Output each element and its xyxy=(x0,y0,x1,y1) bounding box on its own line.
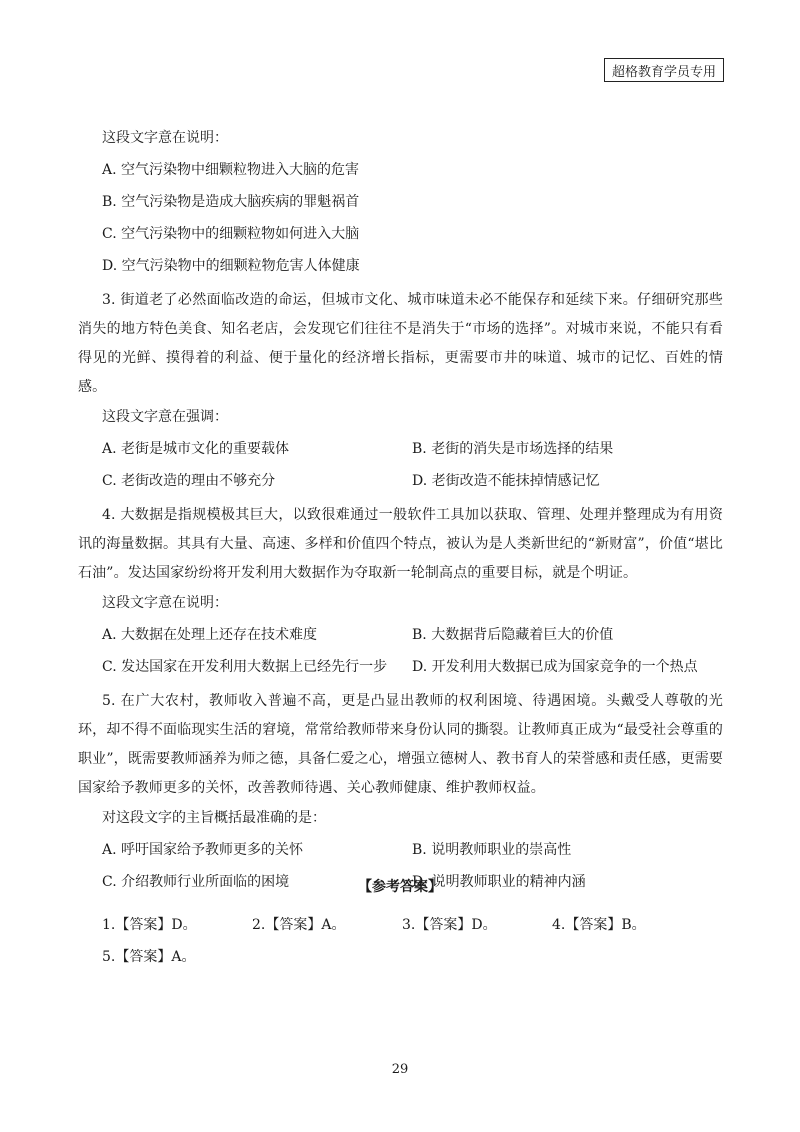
answer-row xyxy=(102,940,702,972)
q4-stem: 这段文字意在说明： xyxy=(102,595,228,611)
answer-row xyxy=(102,908,702,940)
q3-stem: 这段文字意在强调： xyxy=(102,409,228,425)
q4-option-b: B. 大数据背后隐藏着巨大的价值 xyxy=(412,627,614,643)
q5-option-c: C. 介绍教师行业所面临的困境 xyxy=(102,874,290,890)
question-content xyxy=(78,126,723,902)
answer-item-4: 4.【答案】B。 xyxy=(552,917,646,933)
answer-section-title: 【参考答案】 xyxy=(358,879,442,895)
q4-passage: 4. 大数据是指规模极其巨大，以致很难通过一般软件工具加以获取、管理、处理并整理成为有用资讯的海量数据。其具有大量、高速、多样和价值四个特点，被认为是人类新世纪的“新财富”，价值“堪比石油”。发达国家纷纷将开发利用大数据作为夺取新一轮制高点的重要目标，就是个明证。 xyxy=(78,507,723,581)
q5-options xyxy=(78,838,723,862)
q5-option-b: B. 说明教师职业的崇高性 xyxy=(412,842,572,858)
answer-list xyxy=(102,908,702,972)
q3-passage: 3. 街道老了必然面临改造的命运，但城市文化、城市味道未必不能保存和延续下来。仔细研究那些消失的地方特色美食、知名老店，会发现它们往往不是消失于“市场的选择”。对城市来说，不能只有看得见的光鲜、摸得着的利益、便于量化的经济增长指标，更需要市井的味道、城市的记忆、百姓的情感。 xyxy=(78,292,723,395)
answer-item-5: 5.【答案】A。 xyxy=(102,949,196,965)
q4-option-d: D. 开发利用大数据已成为国家竞争的一个热点 xyxy=(412,659,698,675)
q3-options-row2 xyxy=(78,469,723,493)
page-number: 29 xyxy=(391,1062,409,1077)
q2-stem: 这段文字意在说明： xyxy=(102,130,228,146)
q3-options xyxy=(78,437,723,461)
answer-item-1: 1.【答案】D。 xyxy=(102,917,197,933)
q2-option-c: C. 空气污染物中的细颗粒物如何进入大脑 xyxy=(102,226,360,242)
q2-option-a: A. 空气污染物中细颗粒物进入大脑的危害 xyxy=(102,162,360,178)
q5-option-a: A. 呼吁国家给予教师更多的关怀 xyxy=(102,842,304,858)
header-tag: 超格教育学员专用 xyxy=(604,58,724,82)
answer-item-3: 3.【答案】D。 xyxy=(402,917,497,933)
q4-options xyxy=(78,623,723,647)
q2-option-d: D. 空气污染物中的细颗粒物危害人体健康 xyxy=(102,258,360,274)
q5-stem: 对这段文字的主旨概括最准确的是： xyxy=(102,810,326,826)
q4-options-row2 xyxy=(78,655,723,679)
q3-option-b: B. 老街的消失是市场选择的结果 xyxy=(412,441,614,457)
q4-option-a: A. 大数据在处理上还存在技术难度 xyxy=(102,627,318,643)
q5-passage: 5. 在广大农村，教师收入普遍不高，更是凸显出教师的权利困境、待遇困境。头戴受人尊敬的光环，却不得不面临现实生活的窘境，常常给教师带来身份认同的撕裂。让教师真正成为“最受社会尊重的职业”，既需要教师涵养为师之德，具备仁爱之心，增强立德树人、教书育人的荣誉感和责任感，更需要国家给予教师更多的关怀，改善教师待遇、关心教师健康、维护教师权益。 xyxy=(78,693,723,796)
answer-item-2: 2.【答案】A。 xyxy=(252,917,346,933)
q3-option-a: A. 老街是城市文化的重要载体 xyxy=(102,441,290,457)
q3-option-c: C. 老街改造的理由不够充分 xyxy=(102,473,276,489)
q2-option-b: B. 空气污染物是造成大脑疾病的罪魁祸首 xyxy=(102,194,360,210)
q5-option-d: D. 说明教师职业的精神内涵 xyxy=(412,874,586,890)
q3-option-d: D. 老街改造不能抹掉情感记忆 xyxy=(412,473,600,489)
q4-option-c: C. 发达国家在开发利用大数据上已经先行一步 xyxy=(102,659,388,675)
